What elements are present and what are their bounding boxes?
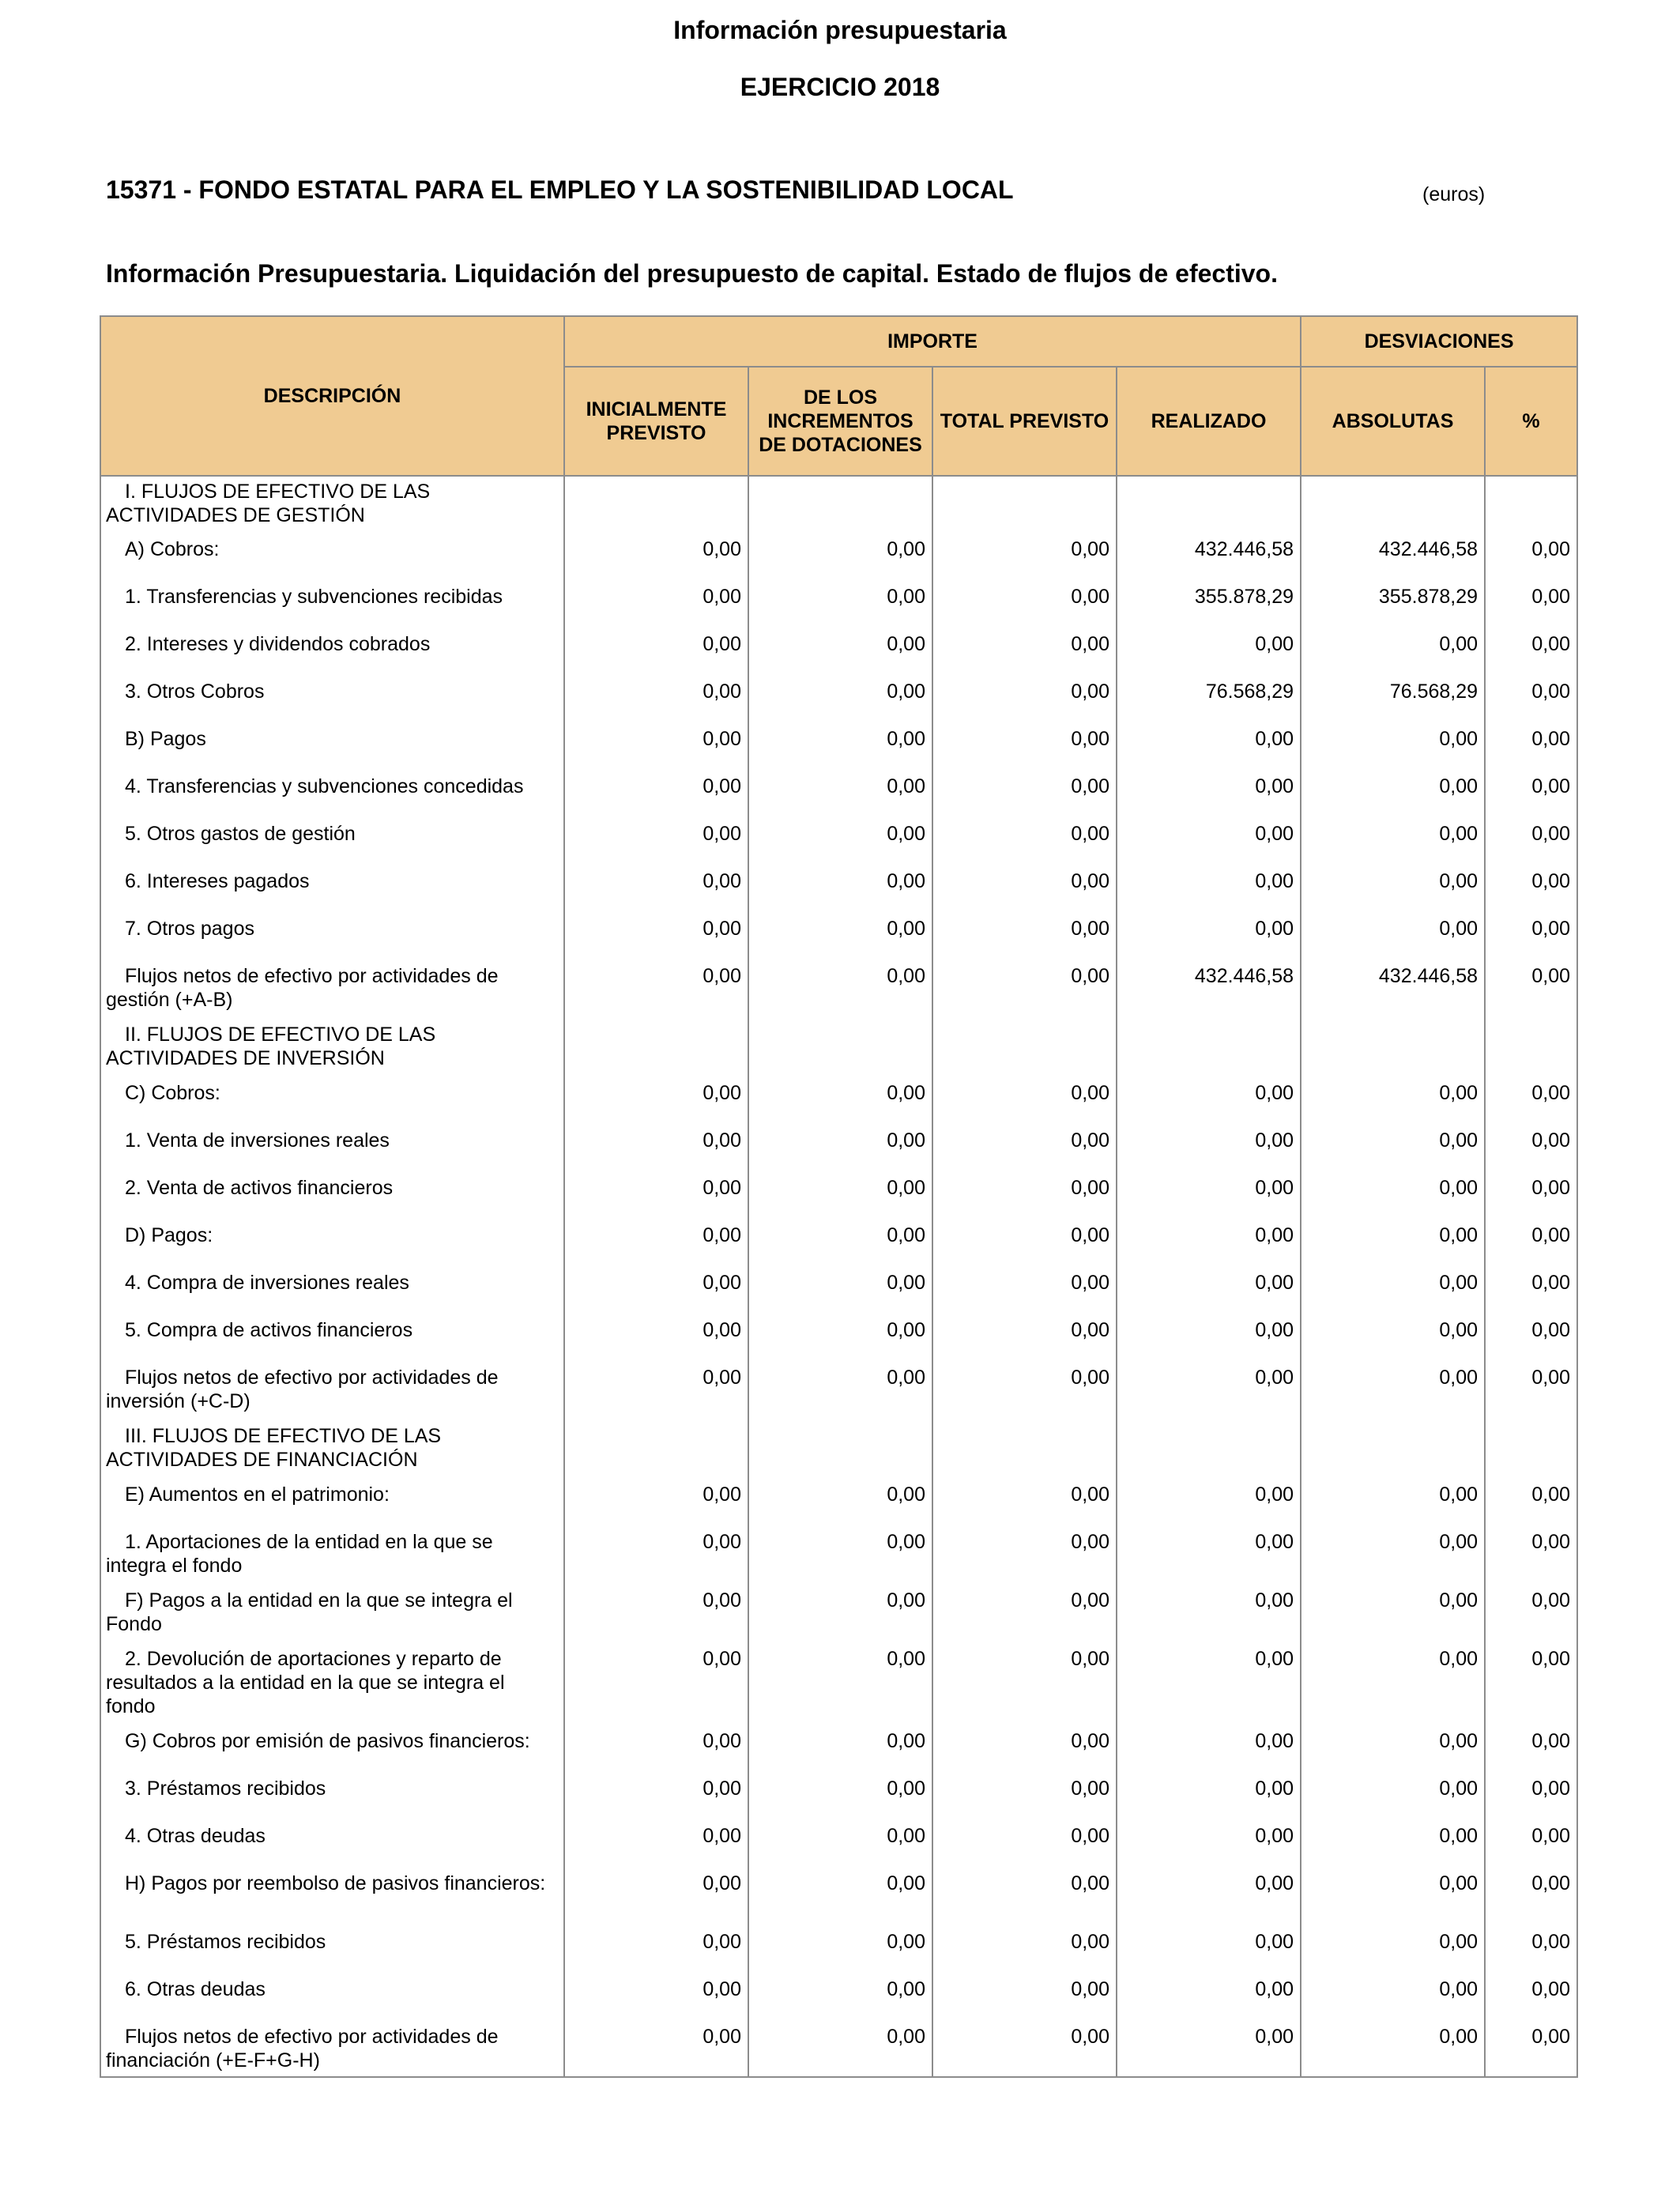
row-value: 0,00 [932,819,1117,866]
row-value: 0,00 [748,1527,932,1585]
column-header-inicialmente-previsto: INICIALMENTE PREVISTO [564,367,748,476]
table-row [100,1125,1577,1173]
row-value: 0,00 [564,724,748,771]
row-value: 0,00 [1485,1774,1577,1821]
row-value: 0,00 [1117,1927,1301,1974]
row-description: G) Cobros por emisión de pasivos financieros: [100,1726,564,1774]
row-value: 0,00 [932,1220,1117,1268]
row-value [748,1421,932,1480]
row-value: 355.878,29 [1301,582,1485,629]
row-value: 0,00 [564,1315,748,1363]
table-row [100,1726,1577,1774]
row-value: 0,00 [932,961,1117,1020]
row-value: 0,00 [1301,771,1485,819]
row-value: 0,00 [1301,1315,1485,1363]
row-value: 0,00 [564,1774,748,1821]
row-value: 0,00 [1301,629,1485,677]
row-value: 0,00 [1301,1480,1485,1527]
row-value: 0,00 [932,1868,1117,1927]
row-value: 0,00 [1117,1868,1301,1927]
units-label: (euros) [1422,183,1486,205]
row-value: 0,00 [1485,1220,1577,1268]
group-header-importe: IMPORTE [564,316,1301,367]
row-description: 5. Préstamos recibidos [100,1927,564,1974]
row-value: 0,00 [932,1363,1117,1421]
table-row [100,771,1577,819]
table-body [100,476,1577,2077]
table-row [100,2022,1577,2077]
row-value: 0,00 [564,1220,748,1268]
row-value: 0,00 [748,2022,932,2077]
row-value: 0,00 [748,1078,932,1125]
row-value: 0,00 [564,1644,748,1726]
row-value: 0,00 [1485,1726,1577,1774]
row-description: C) Cobros: [100,1078,564,1125]
row-value: 0,00 [932,629,1117,677]
row-description: 1. Transferencias y subvenciones recibidas [100,582,564,629]
row-value: 0,00 [748,771,932,819]
row-value: 0,00 [564,1363,748,1421]
row-value: 0,00 [748,914,932,961]
row-value: 0,00 [564,1125,748,1173]
row-description: 6. Otras deudas [100,1974,564,2022]
row-description: 7. Otros pagos [100,914,564,961]
row-description: F) Pagos a la entidad en la que se integra el Fondo [100,1585,564,1644]
table-row [100,1821,1577,1868]
row-value [932,1020,1117,1078]
row-value: 0,00 [564,1480,748,1527]
column-header-incrementos: DE LOS INCREMENTOS DE DOTACIONES [748,367,932,476]
row-value: 432.446,58 [1117,961,1301,1020]
row-value: 0,00 [564,1974,748,2022]
row-value: 0,00 [932,1268,1117,1315]
row-value [1117,1020,1301,1078]
row-value: 0,00 [564,1821,748,1868]
row-value: 0,00 [1485,1974,1577,2022]
table-row [100,1868,1577,1927]
row-value: 0,00 [748,1268,932,1315]
row-value: 0,00 [1485,819,1577,866]
row-value: 0,00 [1301,1774,1485,1821]
row-value: 0,00 [1301,1220,1485,1268]
table-row [100,961,1577,1020]
row-value: 0,00 [932,1927,1117,1974]
row-description: 1. Aportaciones de la entidad en la que se integra el fondo [100,1527,564,1585]
row-value: 0,00 [748,1974,932,2022]
row-value: 0,00 [748,866,932,914]
row-value: 0,00 [1485,1927,1577,1974]
row-value: 0,00 [748,819,932,866]
row-value: 0,00 [932,1644,1117,1726]
row-description: 4. Otras deudas [100,1821,564,1868]
row-value: 0,00 [748,1585,932,1644]
row-value: 355.878,29 [1117,582,1301,629]
column-header-realizado: REALIZADO [1117,367,1301,476]
row-value: 0,00 [932,1527,1117,1585]
row-value: 0,00 [748,1868,932,1927]
table-row [100,914,1577,961]
page-title: Información presupuestaria [673,16,1007,44]
row-description: 5. Otros gastos de gestión [100,819,564,866]
row-value: 76.568,29 [1301,677,1485,724]
row-value: 0,00 [564,1868,748,1927]
row-value: 0,00 [932,582,1117,629]
row-value: 0,00 [1117,1821,1301,1868]
row-value: 0,00 [1485,1078,1577,1125]
column-header-absolutas: ABSOLUTAS [1301,367,1485,476]
row-value [932,1421,1117,1480]
table-row [100,1078,1577,1125]
row-value: 0,00 [1301,1125,1485,1173]
row-value: 0,00 [748,629,932,677]
column-header-percent: % [1485,367,1577,476]
row-value: 0,00 [1301,819,1485,866]
row-value: 0,00 [932,866,1117,914]
row-value: 0,00 [932,1315,1117,1363]
row-value: 0,00 [1117,1125,1301,1173]
row-value: 0,00 [1117,1220,1301,1268]
row-value: 0,00 [1117,1173,1301,1220]
row-value: 0,00 [932,677,1117,724]
row-value [748,1020,932,1078]
row-value: 0,00 [1485,1527,1577,1585]
row-value: 0,00 [748,1774,932,1821]
table-row [100,866,1577,914]
table-row [100,582,1577,629]
row-value: 0,00 [1485,1125,1577,1173]
row-description: 6. Intereses pagados [100,866,564,914]
row-value: 0,00 [1485,1821,1577,1868]
row-value: 0,00 [932,1821,1117,1868]
row-description: D) Pagos: [100,1220,564,1268]
row-value: 0,00 [932,724,1117,771]
row-value: 0,00 [932,534,1117,582]
row-value: 0,00 [748,534,932,582]
row-value: 0,00 [748,1315,932,1363]
row-value: 0,00 [1301,724,1485,771]
row-value: 432.446,58 [1117,534,1301,582]
row-value: 0,00 [1117,1078,1301,1125]
row-description: I. FLUJOS DE EFECTIVO DE LAS ACTIVIDADES DE GESTIÓN [100,476,564,534]
table-row [100,1585,1577,1644]
row-value: 0,00 [1117,1480,1301,1527]
row-value: 0,00 [1485,771,1577,819]
table-row [100,1774,1577,1821]
row-value: 0,00 [1485,724,1577,771]
row-value: 0,00 [1117,1974,1301,2022]
row-value: 0,00 [564,1585,748,1644]
row-value: 0,00 [932,1774,1117,1821]
row-value: 0,00 [564,1527,748,1585]
row-description: 1. Venta de inversiones reales [100,1125,564,1173]
row-value: 0,00 [748,1821,932,1868]
cash-flow-table [100,315,1578,2078]
row-value: 0,00 [1301,2022,1485,2077]
row-value: 0,00 [1485,1315,1577,1363]
row-value: 0,00 [932,1078,1117,1125]
row-value: 0,00 [748,1644,932,1726]
row-value: 0,00 [1485,1585,1577,1644]
row-value [1485,1020,1577,1078]
row-value: 432.446,58 [1301,961,1485,1020]
table-row [100,724,1577,771]
table-row [100,1268,1577,1315]
table-row [100,677,1577,724]
table-row [100,476,1577,534]
row-value [1117,1421,1301,1480]
row-value: 0,00 [1117,819,1301,866]
row-value: 0,00 [1117,914,1301,961]
row-value: 0,00 [1301,1078,1485,1125]
table-row [100,1315,1577,1363]
row-value: 0,00 [564,1173,748,1220]
row-value: 0,00 [748,1220,932,1268]
row-value: 0,00 [564,1726,748,1774]
row-value: 0,00 [1301,1527,1485,1585]
row-description: Flujos netos de efectivo por actividades de financiación (+E-F+G-H) [100,2022,564,2077]
row-value: 432.446,58 [1301,534,1485,582]
row-value: 0,00 [1301,1268,1485,1315]
table-row [100,1020,1577,1078]
row-description: H) Pagos por reembolso de pasivos financieros: [100,1868,564,1927]
row-value: 0,00 [1117,2022,1301,2077]
fund-name: 15371 - FONDO ESTATAL PARA EL EMPLEO Y LA SOSTENIBILIDAD LOCAL [106,175,1014,204]
row-value: 0,00 [748,1363,932,1421]
row-value [564,1020,748,1078]
row-value: 0,00 [932,771,1117,819]
row-description: 5. Compra de activos financieros [100,1315,564,1363]
column-header-total-previsto: TOTAL PREVISTO [932,367,1117,476]
row-value: 0,00 [932,1480,1117,1527]
row-description: A) Cobros: [100,534,564,582]
row-value [1301,476,1485,534]
row-value: 0,00 [1485,629,1577,677]
row-value: 0,00 [1485,2022,1577,2077]
column-header-descripcion: DESCRIPCIÓN [100,316,564,476]
fiscal-year: EJERCICIO 2018 [740,73,940,101]
row-value: 0,00 [1485,914,1577,961]
row-value: 0,00 [564,534,748,582]
row-value: 0,00 [564,1268,748,1315]
row-value: 0,00 [1485,1268,1577,1315]
row-value [1485,1421,1577,1480]
table-row [100,1527,1577,1585]
table-row [100,1480,1577,1527]
row-value: 0,00 [1301,1927,1485,1974]
row-value: 0,00 [1485,534,1577,582]
row-value: 0,00 [748,961,932,1020]
row-value: 0,00 [1117,1363,1301,1421]
table-row [100,1927,1577,1974]
row-description: 2. Intereses y dividendos cobrados [100,629,564,677]
row-value: 0,00 [1301,1726,1485,1774]
table-row [100,534,1577,582]
table-row [100,819,1577,866]
row-value: 0,00 [1117,1527,1301,1585]
row-value: 0,00 [932,1173,1117,1220]
row-value: 0,00 [564,629,748,677]
row-description: Flujos netos de efectivo por actividades de gestión (+A-B) [100,961,564,1020]
table-row [100,1421,1577,1480]
table-row [100,1644,1577,1726]
row-value: 0,00 [1485,866,1577,914]
row-value: 0,00 [932,914,1117,961]
row-value [1485,476,1577,534]
row-value: 0,00 [1485,1868,1577,1927]
row-description: 4. Transferencias y subvenciones concedidas [100,771,564,819]
row-value: 0,00 [1301,1974,1485,2022]
row-value: 0,00 [564,914,748,961]
row-value: 0,00 [932,2022,1117,2077]
row-value [564,1421,748,1480]
row-value: 0,00 [1117,1268,1301,1315]
row-value: 0,00 [932,1974,1117,2022]
row-value: 0,00 [1301,1821,1485,1868]
row-description: 3. Otros Cobros [100,677,564,724]
row-value: 0,00 [1485,961,1577,1020]
row-value: 0,00 [1485,677,1577,724]
row-description: 4. Compra de inversiones reales [100,1268,564,1315]
row-value: 0,00 [748,1173,932,1220]
report-subtitle: Información Presupuestaria. Liquidación del presupuesto de capital. Estado de flujos de efectivo. [106,259,1278,288]
row-description: III. FLUJOS DE EFECTIVO DE LAS ACTIVIDADES DE FINANCIACIÓN [100,1421,564,1480]
row-description: 3. Préstamos recibidos [100,1774,564,1821]
row-value: 0,00 [564,1927,748,1974]
row-value: 0,00 [564,961,748,1020]
row-value: 0,00 [1301,1644,1485,1726]
row-value: 0,00 [1117,866,1301,914]
row-value: 0,00 [1117,1644,1301,1726]
row-value: 0,00 [1485,1480,1577,1527]
row-value: 0,00 [564,819,748,866]
row-value: 0,00 [1117,724,1301,771]
row-value: 0,00 [1485,582,1577,629]
row-value: 0,00 [748,1125,932,1173]
row-value: 0,00 [1117,1774,1301,1821]
table-row [100,1173,1577,1220]
table-row [100,1974,1577,2022]
row-value: 0,00 [748,582,932,629]
row-value: 0,00 [564,771,748,819]
row-value: 0,00 [1301,1868,1485,1927]
row-value: 0,00 [1117,771,1301,819]
row-value: 0,00 [564,582,748,629]
row-description: B) Pagos [100,724,564,771]
row-value: 0,00 [748,724,932,771]
row-value: 0,00 [748,1927,932,1974]
row-value: 0,00 [1117,1585,1301,1644]
row-description: 2. Venta de activos financieros [100,1173,564,1220]
row-description: II. FLUJOS DE EFECTIVO DE LAS ACTIVIDADES DE INVERSIÓN [100,1020,564,1078]
row-value [932,476,1117,534]
row-value: 0,00 [1117,1315,1301,1363]
row-value: 0,00 [564,1078,748,1125]
row-value: 0,00 [932,1726,1117,1774]
row-value: 0,00 [932,1125,1117,1173]
row-value: 0,00 [564,677,748,724]
row-description: 2. Devolución de aportaciones y reparto de resultados a la entidad en la que se integra el fondo [100,1644,564,1726]
table-row [100,1363,1577,1421]
row-description: Flujos netos de efectivo por actividades de inversión (+C-D) [100,1363,564,1421]
row-value: 0,00 [1301,1585,1485,1644]
row-value: 0,00 [748,1726,932,1774]
group-header-desviaciones: DESVIACIONES [1301,316,1577,367]
row-value: 0,00 [564,866,748,914]
table-row [100,629,1577,677]
table-row [100,1220,1577,1268]
row-value [1117,476,1301,534]
row-value [1301,1020,1485,1078]
row-value: 0,00 [1485,1363,1577,1421]
row-value: 0,00 [748,1480,932,1527]
row-value: 0,00 [564,2022,748,2077]
row-value: 0,00 [1117,629,1301,677]
row-value: 0,00 [1117,1726,1301,1774]
row-value [1301,1421,1485,1480]
row-value: 0,00 [1301,1363,1485,1421]
row-value: 0,00 [1301,866,1485,914]
row-description: E) Aumentos en el patrimonio: [100,1480,564,1527]
row-value: 0,00 [1485,1644,1577,1726]
row-value: 0,00 [1301,1173,1485,1220]
row-value [564,476,748,534]
row-value: 76.568,29 [1117,677,1301,724]
row-value: 0,00 [932,1585,1117,1644]
row-value: 0,00 [748,677,932,724]
row-value: 0,00 [1485,1173,1577,1220]
row-value [748,476,932,534]
row-value: 0,00 [1301,914,1485,961]
